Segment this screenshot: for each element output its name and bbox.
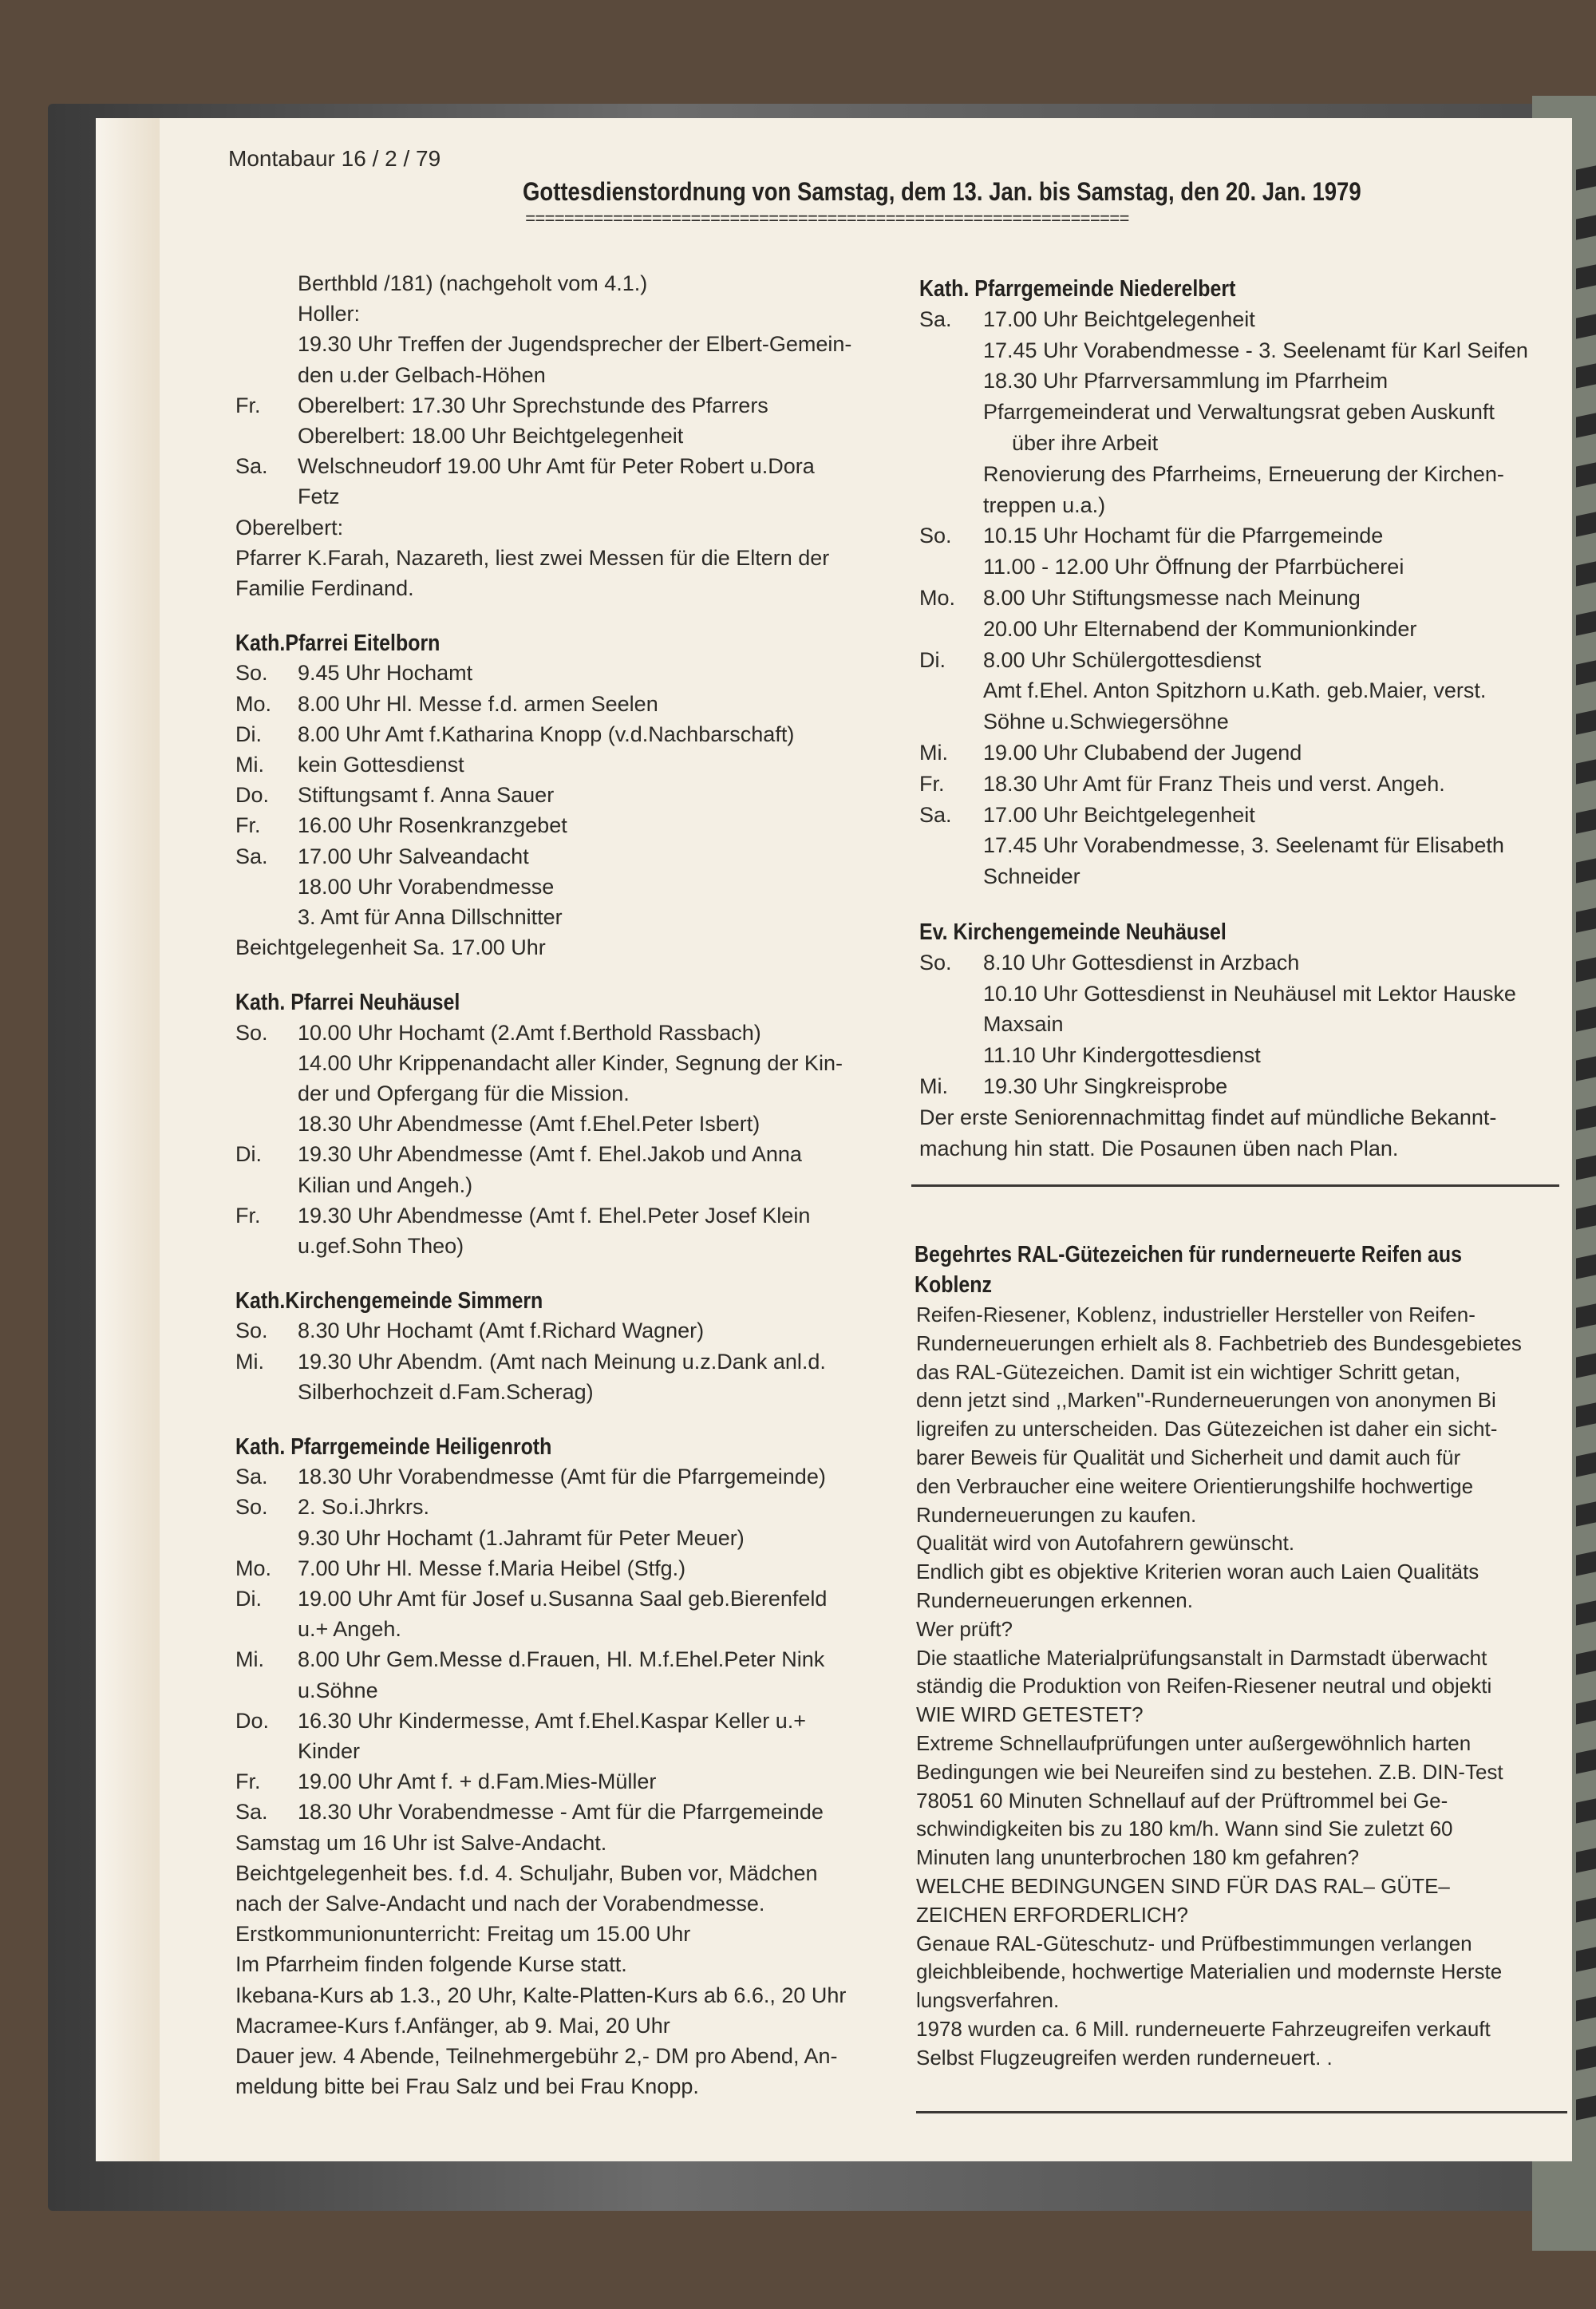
article-heading-cont: Koblenz <box>915 1272 992 1298</box>
schedule-entry: Söhne u.Schwiegersöhne <box>983 710 1229 734</box>
schedule-entry: Oberelbert: 18.00 Uhr Beichtgelegenheit <box>298 424 684 448</box>
schedule-entry: 18.30 Uhr Abendmesse (Amt f.Ehel.Peter Isbert) <box>298 1112 760 1137</box>
schedule-entry: 8.00 Uhr Amt f.Katharina Knopp (v.d.Nachbarschaft) <box>298 722 795 746</box>
schedule-entry: 17.00 Uhr Salveandacht <box>298 844 529 868</box>
schedule-entry: 18.30 Uhr Vorabendmesse - Amt für die Pfarrgemeinde <box>298 1800 824 1825</box>
schedule-entry: 19.00 Uhr Amt f. + d.Fam.Mies-Müller <box>298 1769 657 1794</box>
section-heading: Kath. Pfarrei Neuhäusel <box>235 990 460 1016</box>
schedule-entry: 19.30 Uhr Treffen der Jugendsprecher der Elbert-Gemein- <box>298 332 852 357</box>
schedule-day: Mi. <box>919 1074 948 1098</box>
schedule-day: Di. <box>235 1142 262 1167</box>
schedule-day: Fr. <box>235 1769 261 1794</box>
schedule-entry: Kilian und Angeh.) <box>298 1172 473 1197</box>
schedule-entry: Pfarrer K.Farah, Nazareth, liest zwei Messen für die Eltern der <box>235 545 830 570</box>
article-line: Runderneuerungen zu kaufen. <box>916 1502 1197 1527</box>
schedule-entry: u.+ Angeh. <box>298 1617 401 1642</box>
schedule-entry: 2. So.i.Jhrkrs. <box>298 1495 430 1520</box>
schedule-entry: 19.30 Uhr Abendm. (Amt nach Meinung u.z.Dank anl.d. <box>298 1349 826 1374</box>
schedule-entry: 9.30 Uhr Hochamt (1.Jahramt für Peter Meuer) <box>298 1525 745 1550</box>
schedule-entry: Im Pfarrheim finden folgende Kurse statt. <box>235 1952 627 1977</box>
schedule-entry: 19.30 Uhr Abendmesse (Amt f. Ehel.Peter Josef Klein <box>298 1203 811 1228</box>
article-line: Minuten lang ununterbrochen 180 km gefahren? <box>916 1845 1360 1870</box>
schedule-entry: den u.der Gelbach-Höhen <box>298 362 546 387</box>
schedule-entry: 17.00 Uhr Beichtgelegenheit <box>983 802 1255 827</box>
schedule-entry: Beichtgelegenheit bes. f.d. 4. Schuljahr, Buben vor, Mädchen <box>235 1860 818 1885</box>
schedule-day: Mo. <box>235 691 272 716</box>
schedule-entry: Amt f.Ehel. Anton Spitzhorn u.Kath. geb.Maier, verst. <box>983 678 1487 703</box>
schedule-day: Sa. <box>235 454 268 479</box>
schedule-entry: machung hin statt. Die Posaunen üben nach Plan. <box>919 1136 1399 1160</box>
schedule-entry: 11.10 Uhr Kindergottesdienst <box>983 1043 1261 1068</box>
schedule-entry: 14.00 Uhr Krippenandacht aller Kinder, Segnung der Kin- <box>298 1050 843 1075</box>
schedule-day: Do. <box>235 1708 270 1733</box>
article-line: Bedingungen wie bei Neureifen sind zu bestehen. Z.B. DIN-Test <box>916 1759 1503 1784</box>
schedule-entry: über ihre Arbeit <box>1012 431 1159 455</box>
schedule-entry: Pfarrgemeinderat und Verwaltungsrat geben Auskunft <box>983 400 1495 425</box>
schedule-entry: 7.00 Uhr Hl. Messe f.Maria Heibel (Stfg.) <box>298 1556 686 1580</box>
article-line: Runderneuerungen erkennen. <box>916 1588 1193 1612</box>
schedule-entry: 19.30 Uhr Abendmesse (Amt f. Ehel.Jakob und Anna <box>298 1142 802 1167</box>
schedule-entry: 8.10 Uhr Gottesdienst in Arzbach <box>983 950 1300 975</box>
article-line: das RAL-Gütezeichen. Damit ist ein wichtiger Schritt getan, <box>916 1359 1461 1384</box>
schedule-day: Sa. <box>235 1800 268 1825</box>
schedule-day: Do. <box>235 783 270 808</box>
article-line: 78051 60 Minuten Schnellauf auf der Prüftrommel bei Ge- <box>916 1788 1448 1813</box>
schedule-entry: 18.00 Uhr Vorabendmesse <box>298 874 555 899</box>
schedule-day: So. <box>235 1020 268 1045</box>
schedule-day: Mo. <box>235 1556 272 1580</box>
page-title: Gottesdienstordnung von Samstag, dem 13. Jan. bis Samstag, den 20. Jan. 1979 <box>523 177 1361 206</box>
title-underline: ============================================================== <box>525 210 1129 230</box>
article-line: Qualität wird von Autofahrern gewünscht. <box>916 1531 1295 1556</box>
article-line: barer Beweis für Qualität und Sicherheit und damit auch für <box>916 1445 1461 1469</box>
schedule-day: So. <box>235 1495 268 1520</box>
schedule-entry: 20.00 Uhr Elternabend der Kommunionkinder <box>983 616 1417 641</box>
schedule-day: So. <box>235 1319 268 1343</box>
schedule-entry: Ikebana-Kurs ab 1.3., 20 Uhr, Kalte-Platten-Kurs ab 6.6., 20 Uhr <box>235 1983 847 2007</box>
schedule-day: Mi. <box>235 1349 264 1374</box>
schedule-day: Mi. <box>235 753 264 777</box>
article-line: lungsverfahren. <box>916 1988 1060 2013</box>
article-line: Extreme Schnellaufprüfungen unter außergewöhnlich harten <box>916 1731 1472 1755</box>
schedule-day: Di. <box>919 647 946 672</box>
article-line: gleichbleibende, hochwertige Materialien und modernste Herste <box>916 1959 1503 1984</box>
article-line: ständig die Produktion von Reifen-Riesener neutral und objekti <box>916 1674 1492 1698</box>
schedule-entry: 8.00 Uhr Schülergottesdienst <box>983 647 1262 672</box>
schedule-entry: Holler: <box>298 302 361 326</box>
schedule-entry: Renovierung des Pfarrheims, Erneuerung der Kirchen- <box>983 461 1504 486</box>
section-heading: Kath.Kirchengemeinde Simmern <box>235 1288 543 1315</box>
schedule-entry: 18.30 Uhr Vorabendmesse (Amt für die Pfarrgemeinde) <box>298 1465 826 1489</box>
article-line: den Verbraucher eine weitere Orientierungshilfe hochwertige <box>916 1473 1474 1498</box>
section-heading: Kath.Pfarrei Eitelborn <box>235 631 440 657</box>
article-line: Wer prüft? <box>916 1616 1013 1641</box>
schedule-entry: der und Opfergang für die Mission. <box>298 1081 630 1105</box>
schedule-day: Sa. <box>235 844 268 868</box>
article-line: Runderneuerungen erhielt als 8. Fachbetrieb des Bundesgebietes <box>916 1330 1522 1355</box>
schedule-day: So. <box>235 661 268 686</box>
schedule-entry: Schneider <box>983 864 1080 889</box>
schedule-day: So. <box>919 524 952 548</box>
schedule-entry: Samstag um 16 Uhr ist Salve-Andacht. <box>235 1830 607 1855</box>
schedule-entry: 8.00 Uhr Gem.Messe d.Frauen, Hl. M.f.Ehel.Peter Nink <box>298 1647 825 1672</box>
schedule-entry: Oberelbert: 17.30 Uhr Sprechstunde des Pfarrers <box>298 393 768 417</box>
article-heading: Begehrtes RAL-Gütezeichen für runderneuerte Reifen aus <box>915 1242 1462 1267</box>
article-line: schwindigkeiten bis zu 180 km/h. Wann sind Sie zuletzt 60 <box>916 1817 1453 1841</box>
schedule-day: Fr. <box>235 813 261 838</box>
schedule-entry: 16.00 Uhr Rosenkranzgebet <box>298 813 567 838</box>
schedule-entry: 19.30 Uhr Singkreisprobe <box>983 1074 1228 1098</box>
schedule-entry: 18.30 Uhr Amt für Franz Theis und verst. Angeh. <box>983 771 1445 796</box>
section-heading: Ev. Kirchengemeinde Neuhäusel <box>919 919 1227 945</box>
schedule-day: Fr. <box>235 393 261 417</box>
schedule-entry: Silberhochzeit d.Fam.Scherag) <box>298 1379 594 1404</box>
schedule-day: Mi. <box>235 1647 264 1672</box>
article-line: Endlich gibt es objektive Kriterien woran auch Laien Qualitäts <box>916 1560 1479 1584</box>
schedule-entry: nach der Salve-Andacht und nach der Vorabendmesse. <box>235 1892 765 1916</box>
schedule-day: So. <box>919 950 952 975</box>
schedule-entry: 10.00 Uhr Hochamt (2.Amt f.Berthold Rassbach) <box>298 1020 761 1045</box>
schedule-day: Di. <box>235 1587 262 1611</box>
schedule-entry: 10.15 Uhr Hochamt für die Pfarrgemeinde <box>983 524 1384 548</box>
schedule-day: Fr. <box>919 771 945 796</box>
schedule-entry: 8.00 Uhr Hl. Messe f.d. armen Seelen <box>298 691 658 716</box>
schedule-entry: Stiftungsamt f. Anna Sauer <box>298 783 555 808</box>
article-line: denn jetzt sind ,,Marken''-Runderneuerungen von anonymen Bi <box>916 1388 1496 1413</box>
schedule-day: Fr. <box>235 1203 261 1228</box>
schedule-day: Sa. <box>919 802 952 827</box>
schedule-entry: 3. Amt für Anna Dillschnitter <box>298 905 563 929</box>
schedule-entry: 8.00 Uhr Stiftungsmesse nach Meinung <box>983 586 1361 610</box>
article-line: ligreifen zu unterscheiden. Das Gütezeichen ist daher ein sicht- <box>916 1417 1498 1441</box>
article-line: Genaue RAL-Güteschutz- und Prüfbestimmungen verlangen <box>916 1931 1472 1955</box>
schedule-day: Sa. <box>919 306 952 331</box>
schedule-entry: 9.45 Uhr Hochamt <box>298 661 473 686</box>
schedule-entry: Beichtgelegenheit Sa. 17.00 Uhr <box>235 935 546 960</box>
schedule-day: Sa. <box>235 1465 268 1489</box>
schedule-entry: Welschneudorf 19.00 Uhr Amt für Peter Robert u.Dora <box>298 454 815 479</box>
schedule-entry: Maxsain <box>983 1012 1064 1037</box>
schedule-entry: treppen u.a.) <box>983 492 1106 517</box>
article-line: 1978 wurden ca. 6 Mill. runderneuerte Fahrzeugreifen verkauft <box>916 2017 1491 2041</box>
schedule-entry: 19.00 Uhr Clubabend der Jugend <box>983 741 1302 765</box>
schedule-entry: meldung bitte bei Frau Salz und bei Frau Knopp. <box>235 2074 699 2099</box>
schedule-entry: 19.00 Uhr Amt für Josef u.Susanna Saal geb.Bierenfeld <box>298 1587 828 1611</box>
schedule-entry: 10.10 Uhr Gottesdienst in Neuhäusel mit Lektor Hauske <box>983 981 1516 1006</box>
schedule-entry: 17.45 Uhr Vorabendmesse, 3. Seelenamt für Elisabeth <box>983 833 1504 858</box>
schedule-entry: Oberelbert: <box>235 515 344 540</box>
document-reference: Montabaur 16 / 2 / 79 <box>228 146 441 171</box>
schedule-day: Mo. <box>919 586 956 610</box>
schedule-entry: Kinder <box>298 1739 361 1763</box>
schedule-entry: Dauer jew. 4 Abende, Teilnehmergebühr 2,- DM pro Abend, An- <box>235 2044 838 2068</box>
article-line: WELCHE BEDINGUNGEN SIND FÜR DAS RAL– GÜTE– <box>916 1874 1450 1898</box>
article-line: WIE WIRD GETESTET? <box>916 1702 1144 1727</box>
schedule-entry: 17.45 Uhr Vorabendmesse - 3. Seelenamt für Karl Seifen <box>983 338 1528 362</box>
article-line: Reifen-Riesener, Koblenz, industrieller Hersteller von Reifen- <box>916 1303 1476 1326</box>
schedule-entry: Familie Ferdinand. <box>235 576 414 600</box>
schedule-entry: 8.30 Uhr Hochamt (Amt f.Richard Wagner) <box>298 1319 705 1343</box>
separator-line-bottom <box>916 2111 1567 2113</box>
schedule-entry: Der erste Seniorennachmittag findet auf mündliche Bekannt- <box>919 1105 1497 1129</box>
schedule-entry: 17.00 Uhr Beichtgelegenheit <box>983 306 1255 331</box>
schedule-entry: Erstkommunionunterricht: Freitag um 15.00 Uhr <box>235 1922 691 1947</box>
schedule-day: Mi. <box>919 741 948 765</box>
schedule-entry: u.Söhne <box>298 1678 378 1702</box>
article-line: Selbst Flugzeugreifen werden runderneuert. . <box>916 2045 1333 2070</box>
schedule-entry: u.gef.Sohn Theo) <box>298 1234 464 1258</box>
schedule-entry: Berthbld /181) (nachgeholt vom 4.1.) <box>298 271 648 295</box>
schedule-entry: Macramee-Kurs f.Anfänger, ab 9. Mai, 20 Uhr <box>235 2013 670 2038</box>
separator-line <box>911 1184 1559 1187</box>
schedule-entry: 18.30 Uhr Pfarrversammlung im Pfarrheim <box>983 369 1389 393</box>
schedule-entry: kein Gottesdienst <box>298 753 464 777</box>
schedule-entry: 16.30 Uhr Kindermesse, Amt f.Ehel.Kaspar Keller u.+ <box>298 1708 807 1733</box>
schedule-entry: Fetz <box>298 484 340 509</box>
section-heading: Kath. Pfarrgemeinde Niederelbert <box>919 276 1236 302</box>
section-heading: Kath. Pfarrgemeinde Heiligenroth <box>235 1434 552 1460</box>
schedule-day: Di. <box>235 722 262 746</box>
article-line: ZEICHEN ERFORDERLICH? <box>916 1902 1188 1927</box>
article-line: Die staatliche Materialprüfungsanstalt in Darmstadt überwacht <box>916 1645 1487 1670</box>
schedule-entry: 11.00 - 12.00 Uhr Öffnung der Pfarrbücherei <box>983 555 1404 579</box>
